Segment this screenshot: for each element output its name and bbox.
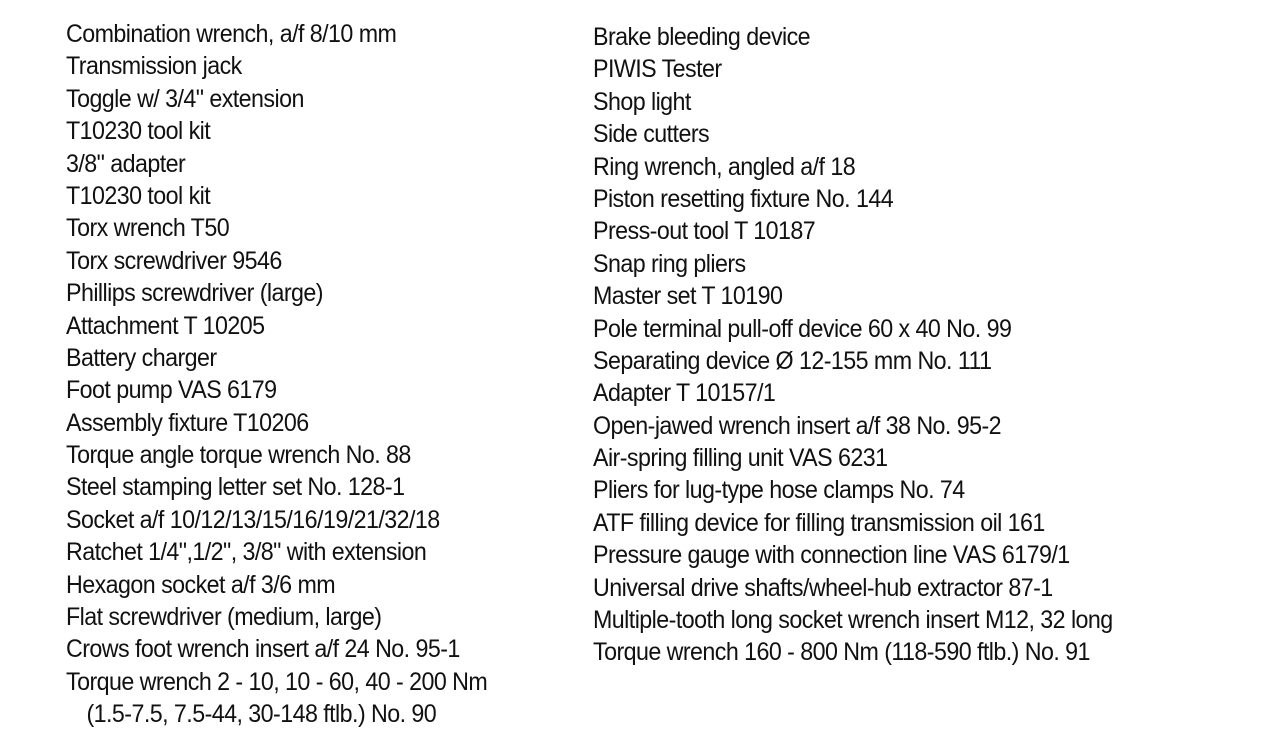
tool-list-item: Pliers for lug-type hose clamps No. 74 xyxy=(593,476,965,505)
tool-list-item: Assembly fixture T10206 xyxy=(66,408,309,437)
tool-list-item: Shop light xyxy=(593,87,691,116)
tool-list-item: T10230 tool kit xyxy=(66,181,211,210)
tool-list-item: Transmission jack xyxy=(66,52,242,81)
tool-list-item: Phillips screwdriver (large) xyxy=(66,279,323,308)
tool-list-item: Master set T 10190 xyxy=(593,282,783,311)
tool-list-item: Side cutters xyxy=(593,120,710,149)
tool-list-item: Crows foot wrench insert a/f 24 No. 95-1 xyxy=(66,635,460,664)
tool-list-item: Pressure gauge with connection line VAS 6179/1 xyxy=(593,541,1070,570)
tool-list-item: Torque angle torque wrench No. 88 xyxy=(66,441,411,470)
tool-list-item: Press-out tool T 10187 xyxy=(593,217,816,246)
tool-list-item: Universal drive shafts/wheel-hub extractor 87-1 xyxy=(593,573,1053,602)
tool-list-item: Combination wrench, a/f 8/10 mm xyxy=(66,20,397,48)
tool-list-item: Torx wrench T50 xyxy=(66,214,230,243)
tool-list-item: Open-jawed wrench insert a/f 38 No. 95-2 xyxy=(593,411,1002,440)
tool-list-item: Attachment T 10205 xyxy=(66,311,265,340)
tool-list-item: Brake bleeding device xyxy=(593,23,811,51)
tool-list-item: Torque wrench 2 - 10, 10 - 60, 40 - 200 Nm xyxy=(66,667,488,696)
tool-list-item: Air-spring filling unit VAS 6231 xyxy=(593,444,888,473)
tool-list-right-column xyxy=(593,21,1233,669)
tool-list-item: Flat screwdriver (medium, large) xyxy=(66,603,382,632)
tool-list-item: Torque wrench 160 - 800 Nm (118-590 ftlb.) No. 91 xyxy=(593,638,1090,667)
tool-list-item: Piston resetting fixture No. 144 xyxy=(593,184,894,213)
tool-list-item: Foot pump VAS 6179 xyxy=(66,376,277,405)
tool-list-item: Torx screwdriver 9546 xyxy=(66,246,282,275)
tool-list-item: Adapter T 10157/1 xyxy=(593,379,776,408)
tool-list-item-continuation: (1.5-7.5, 7.5-44, 30-148 ftlb.) No. 90 xyxy=(86,700,437,729)
tool-list-item: Ratchet 1/4",1/2", 3/8" with extension xyxy=(66,538,427,567)
tool-list-item: Toggle w/ 3/4" extension xyxy=(66,84,304,113)
tool-list-item: ATF filling device for filling transmission oil 161 xyxy=(593,508,1045,537)
tool-list-item: Socket a/f 10/12/13/15/16/19/21/32/18 xyxy=(66,505,440,534)
tool-list-item: PIWIS Tester xyxy=(593,55,722,84)
tool-list-item: Hexagon socket a/f 3/6 mm xyxy=(66,570,336,599)
tool-list-left-column xyxy=(66,18,581,731)
tool-list-item: Steel stamping letter set No. 128-1 xyxy=(66,473,405,502)
tool-list-item: Separating device Ø 12-155 mm No. 111 xyxy=(593,346,992,375)
tool-list-item: Snap ring pliers xyxy=(593,249,746,278)
tool-list-item: Battery charger xyxy=(66,343,217,372)
tool-list-item: Pole terminal pull-off device 60 x 40 No. 99 xyxy=(593,314,1012,343)
tool-list-item: Multiple-tooth long socket wrench insert M12, 32 long xyxy=(593,606,1113,635)
tool-list-item: T10230 tool kit xyxy=(66,117,211,146)
tool-list-item: Ring wrench, angled a/f 18 xyxy=(593,152,856,181)
tool-list-item: 3/8" adapter xyxy=(66,149,186,178)
